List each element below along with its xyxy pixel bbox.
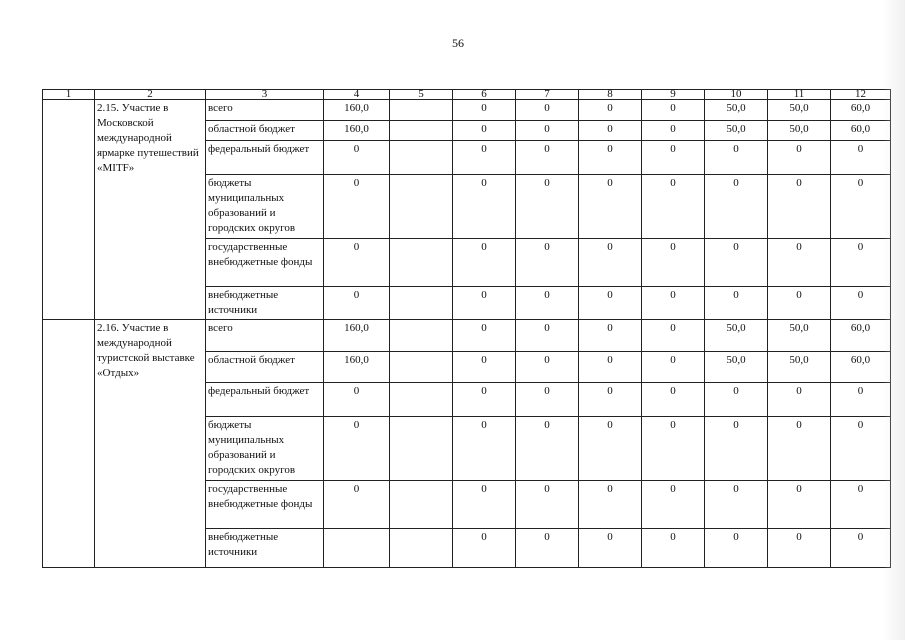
- amount-cell: 0: [453, 320, 516, 352]
- amount-cell: 60,0: [831, 320, 891, 352]
- amount-cell: 50,0: [705, 121, 768, 141]
- amount-cell: 0: [705, 175, 768, 239]
- funding-source: всего: [206, 100, 324, 121]
- funding-source: бюджеты муниципальных образований и городских округов: [206, 417, 324, 481]
- amount-cell: 0: [516, 175, 579, 239]
- header-row: [43, 90, 891, 100]
- amount-cell: 0: [705, 529, 768, 568]
- amount-cell: 0: [642, 320, 705, 352]
- column-number: 4: [324, 90, 390, 100]
- amount-cell: 0: [324, 141, 390, 175]
- amount-cell: [324, 529, 390, 568]
- amount-cell: 0: [642, 417, 705, 481]
- column-number: 11: [768, 90, 831, 100]
- amount-cell: 0: [516, 121, 579, 141]
- amount-cell: 0: [705, 481, 768, 529]
- column-number: 7: [516, 90, 579, 100]
- funding-source: федеральный бюджет: [206, 141, 324, 175]
- amount-cell: 0: [579, 287, 642, 320]
- amount-cell: 0: [516, 239, 579, 287]
- amount-cell: 50,0: [768, 100, 831, 121]
- amount-cell: 0: [516, 481, 579, 529]
- amount-cell: 0: [768, 239, 831, 287]
- amount-cell: 0: [453, 529, 516, 568]
- amount-cell: 0: [516, 417, 579, 481]
- amount-cell: 0: [516, 383, 579, 417]
- amount-cell: 0: [642, 287, 705, 320]
- amount-cell: 0: [642, 141, 705, 175]
- amount-cell: 50,0: [768, 121, 831, 141]
- amount-cell: [390, 287, 453, 320]
- amount-cell: 0: [642, 481, 705, 529]
- amount-cell: 0: [453, 352, 516, 383]
- amount-cell: 0: [516, 529, 579, 568]
- column-number: 10: [705, 90, 768, 100]
- amount-cell: 0: [831, 481, 891, 529]
- amount-cell: 0: [831, 239, 891, 287]
- amount-cell: [390, 481, 453, 529]
- amount-cell: 0: [453, 121, 516, 141]
- amount-cell: 50,0: [768, 320, 831, 352]
- amount-cell: [390, 141, 453, 175]
- amount-cell: 60,0: [831, 100, 891, 121]
- column-number: 1: [43, 90, 95, 100]
- amount-cell: 0: [579, 481, 642, 529]
- amount-cell: 0: [642, 175, 705, 239]
- funding-source: всего: [206, 320, 324, 352]
- amount-cell: 0: [579, 100, 642, 121]
- amount-cell: 0: [579, 417, 642, 481]
- table-row: [43, 100, 891, 121]
- amount-cell: 0: [516, 352, 579, 383]
- amount-cell: 160,0: [324, 100, 390, 121]
- page-number: 56: [452, 36, 464, 50]
- column-number: 8: [579, 90, 642, 100]
- row-number-cell: [43, 320, 95, 568]
- amount-cell: 160,0: [324, 352, 390, 383]
- row-number-cell: [43, 100, 95, 320]
- amount-cell: 0: [579, 175, 642, 239]
- amount-cell: [390, 175, 453, 239]
- amount-cell: 0: [453, 481, 516, 529]
- amount-cell: 0: [705, 383, 768, 417]
- column-number: 5: [390, 90, 453, 100]
- amount-cell: 160,0: [324, 320, 390, 352]
- amount-cell: 0: [516, 287, 579, 320]
- amount-cell: 0: [768, 529, 831, 568]
- amount-cell: 0: [642, 100, 705, 121]
- amount-cell: [390, 320, 453, 352]
- amount-cell: 0: [831, 383, 891, 417]
- amount-cell: 0: [579, 141, 642, 175]
- amount-cell: 0: [579, 320, 642, 352]
- amount-cell: 0: [324, 175, 390, 239]
- amount-cell: 0: [705, 141, 768, 175]
- funding-source: государственные внебюджетные фонды: [206, 481, 324, 529]
- budget-table: [42, 89, 891, 568]
- amount-cell: 0: [579, 121, 642, 141]
- amount-cell: 0: [453, 141, 516, 175]
- amount-cell: 0: [705, 287, 768, 320]
- amount-cell: 60,0: [831, 352, 891, 383]
- amount-cell: 0: [453, 100, 516, 121]
- amount-cell: 160,0: [324, 121, 390, 141]
- amount-cell: 0: [642, 383, 705, 417]
- amount-cell: 0: [768, 383, 831, 417]
- amount-cell: 50,0: [705, 320, 768, 352]
- amount-cell: 0: [831, 417, 891, 481]
- funding-source: внебюджетные источники: [206, 287, 324, 320]
- amount-cell: 0: [642, 121, 705, 141]
- amount-cell: 0: [642, 529, 705, 568]
- funding-source: бюджеты муниципальных образований и городских округов: [206, 175, 324, 239]
- amount-cell: 0: [324, 239, 390, 287]
- amount-cell: 0: [324, 383, 390, 417]
- amount-cell: 0: [768, 481, 831, 529]
- amount-cell: 0: [831, 175, 891, 239]
- amount-cell: 0: [453, 383, 516, 417]
- activity-title: 2.15. Участие в Московской международной ярмарке путешествий «MITF»: [95, 100, 206, 320]
- amount-cell: 0: [705, 239, 768, 287]
- amount-cell: 0: [453, 239, 516, 287]
- column-number: 6: [453, 90, 516, 100]
- amount-cell: 0: [453, 287, 516, 320]
- column-number: 3: [206, 90, 324, 100]
- amount-cell: 0: [579, 352, 642, 383]
- activity-title: 2.16. Участие в международной туристской выставке «Отдых»: [95, 320, 206, 568]
- amount-cell: [390, 417, 453, 481]
- amount-cell: 0: [831, 529, 891, 568]
- amount-cell: 0: [831, 141, 891, 175]
- amount-cell: 0: [642, 239, 705, 287]
- amount-cell: 0: [516, 141, 579, 175]
- amount-cell: 0: [768, 287, 831, 320]
- amount-cell: 0: [324, 417, 390, 481]
- amount-cell: 0: [768, 417, 831, 481]
- funding-source: внебюджетные источники: [206, 529, 324, 568]
- amount-cell: 0: [579, 239, 642, 287]
- amount-cell: 50,0: [768, 352, 831, 383]
- funding-source: областной бюджет: [206, 121, 324, 141]
- amount-cell: 0: [516, 100, 579, 121]
- amount-cell: [390, 100, 453, 121]
- table-row: [43, 320, 891, 352]
- amount-cell: 0: [324, 481, 390, 529]
- amount-cell: 0: [453, 175, 516, 239]
- funding-source: федеральный бюджет: [206, 383, 324, 417]
- amount-cell: 0: [579, 529, 642, 568]
- amount-cell: 0: [768, 141, 831, 175]
- column-number: 9: [642, 90, 705, 100]
- amount-cell: 60,0: [831, 121, 891, 141]
- amount-cell: 0: [579, 383, 642, 417]
- amount-cell: 0: [705, 417, 768, 481]
- amount-cell: 0: [324, 287, 390, 320]
- amount-cell: 0: [831, 287, 891, 320]
- amount-cell: 50,0: [705, 100, 768, 121]
- amount-cell: 0: [453, 417, 516, 481]
- amount-cell: [390, 239, 453, 287]
- amount-cell: 0: [516, 320, 579, 352]
- amount-cell: [390, 529, 453, 568]
- amount-cell: 50,0: [705, 352, 768, 383]
- amount-cell: [390, 121, 453, 141]
- column-number: 2: [95, 90, 206, 100]
- scan-edge: [883, 0, 905, 640]
- column-number: 12: [831, 90, 891, 100]
- amount-cell: 0: [768, 175, 831, 239]
- amount-cell: [390, 352, 453, 383]
- amount-cell: [390, 383, 453, 417]
- amount-cell: 0: [642, 352, 705, 383]
- funding-source: областной бюджет: [206, 352, 324, 383]
- funding-source: государственные внебюджетные фонды: [206, 239, 324, 287]
